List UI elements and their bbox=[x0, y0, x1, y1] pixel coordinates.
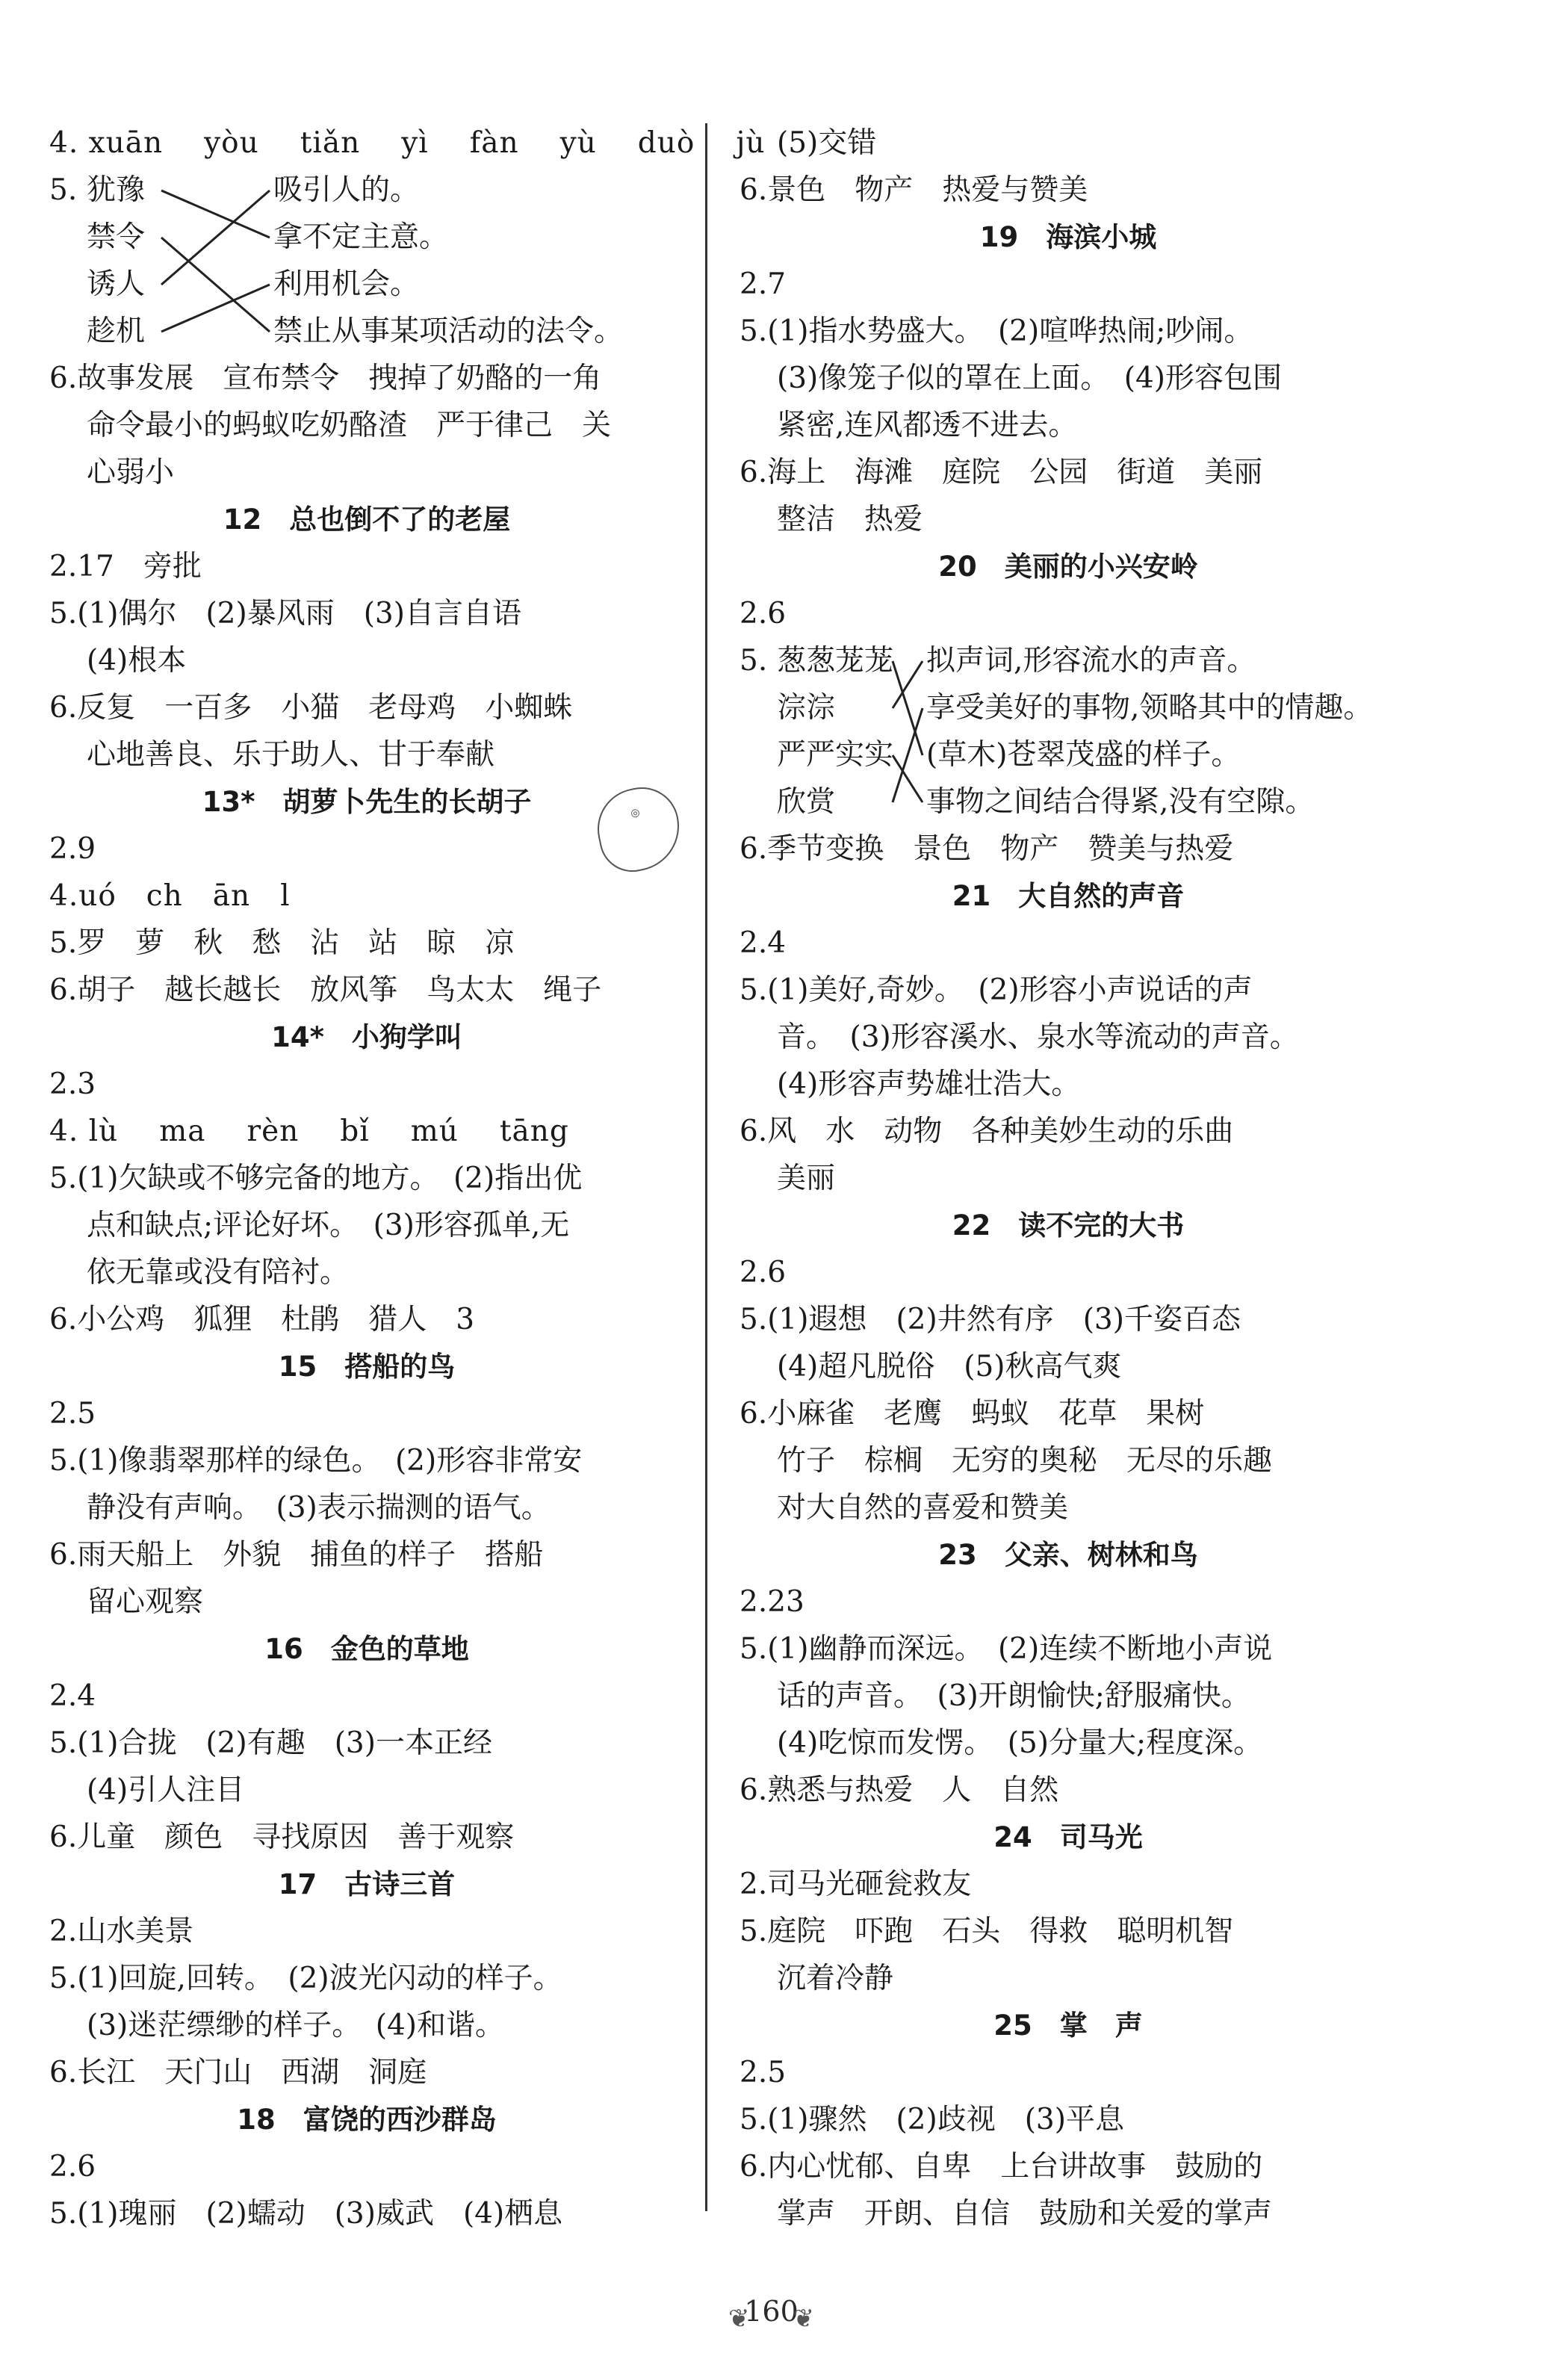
match-right-definition: 享受美好的事物,领略其中的情趣。 bbox=[926, 691, 1373, 725]
answer-line: 掌声 开朗、自信 鼓励和关爱的掌声 bbox=[777, 2197, 1273, 2231]
answer-line: 6.内心忧郁、自卑 上台讲故事 鼓励的 bbox=[740, 2150, 1263, 2184]
answer-line: 4.uó ch ān l bbox=[49, 879, 291, 913]
answer-line: 6.故事发展 宣布禁令 拽掉了奶酪的一角 bbox=[49, 362, 602, 395]
answer-line: (4)超凡脱俗 (5)秋高气爽 bbox=[777, 1350, 1122, 1383]
answer-line: (3)像笼子似的罩在上面。 (4)形容包围 bbox=[777, 362, 1282, 395]
match-right-definition: 利用机会。 bbox=[273, 267, 420, 301]
match-line bbox=[161, 190, 270, 285]
match-right-definition: 禁止从事某项活动的法令。 bbox=[273, 314, 624, 348]
match-left-term: 淙淙 bbox=[777, 691, 836, 725]
answer-line: 6.海上 海滩 庭院 公园 街道 美丽 bbox=[740, 456, 1263, 489]
answer-line: 依无靠或没有陪衬。 bbox=[87, 1256, 350, 1289]
answer-line: 5.(1)偶尔 (2)暴风雨 (3)自言自语 bbox=[49, 597, 521, 630]
section-heading: 20 美丽的小兴安岭 bbox=[938, 551, 1198, 583]
match-left-term: 趁机 bbox=[87, 314, 146, 348]
page-number bbox=[728, 2290, 814, 2333]
answer-line: 5.罗 萝 秋 愁 沾 站 晾 凉 bbox=[49, 926, 515, 960]
answer-line: 竹子 棕榈 无穷的奥秘 无尽的乐趣 bbox=[777, 1444, 1273, 1478]
section-heading: 15 搭船的鸟 bbox=[278, 1351, 456, 1383]
answer-line: 5.(1)合拢 (2)有趣 (3)一本正经 bbox=[49, 1726, 492, 1760]
answer-line: 静没有声响。 (3)表示揣测的语气。 bbox=[87, 1491, 551, 1525]
section-heading: 13* 胡萝卜先生的长胡子 bbox=[202, 786, 532, 818]
answer-line: 2.5 bbox=[49, 1397, 96, 1431]
answer-line: 6.小公鸡 狐狸 杜鹃 猎人 3 bbox=[49, 1303, 475, 1336]
match-right-definition: 事物之间结合得紧,没有空隙。 bbox=[926, 785, 1315, 819]
answer-line: 6.景色 物产 热爱与赞美 bbox=[740, 173, 1088, 207]
answer-line: (4)根本 bbox=[87, 644, 187, 678]
answer-line: 2.司马光砸瓮救友 bbox=[740, 1868, 972, 1901]
match-left-term: 禁令 bbox=[87, 220, 146, 254]
answer-line: 6.长江 天门山 西湖 洞庭 bbox=[49, 2056, 427, 2089]
pinyin-syllable: duò bbox=[637, 126, 695, 160]
match-line bbox=[893, 661, 923, 708]
answer-line: 2.9 bbox=[49, 832, 96, 866]
item-number: 4. bbox=[49, 126, 79, 160]
match-left-term: 严严实实 bbox=[777, 738, 894, 772]
page-number-text: 160 bbox=[744, 2295, 799, 2328]
answer-line: (4)引人注目 bbox=[87, 1773, 245, 1807]
pinyin-syllable: yù bbox=[559, 126, 597, 160]
item-number: 5. bbox=[49, 173, 78, 207]
answer-line: 心地善良、乐于助人、甘于奉献 bbox=[87, 738, 495, 772]
column-divider bbox=[705, 123, 707, 2211]
answer-line: (4)吃惊而发愣。 (5)分量大;程度深。 bbox=[777, 1726, 1263, 1760]
section-heading: 23 父亲、树林和鸟 bbox=[938, 1539, 1198, 1571]
answer-line: 2.4 bbox=[49, 1679, 96, 1713]
answer-line: 话的声音。 (3)开朗愉快;舒服痛快。 bbox=[777, 1679, 1250, 1713]
answer-line: 2.5 bbox=[740, 2056, 787, 2089]
answer-line: 2.6 bbox=[740, 1256, 787, 1289]
answer-line: 5.(1)美好,奇妙。 (2)形容小声说话的声 bbox=[740, 973, 1253, 1007]
answer-line: 紧密,连风都透不进去。 bbox=[777, 409, 1078, 442]
section-heading: 14* 小狗学叫 bbox=[271, 1021, 462, 1053]
item-number: 4. bbox=[49, 1115, 79, 1148]
ornament-icon: ❦ bbox=[793, 2304, 814, 2334]
pinyin-syllable: jù bbox=[736, 126, 766, 160]
answer-line: 5.(1)指水势盛大。 (2)喧哗热闹;吵闹。 bbox=[740, 314, 1253, 348]
pinyin-syllable: lù bbox=[88, 1115, 119, 1148]
answer-line: 6.风 水 动物 各种美妙生动的乐曲 bbox=[740, 1115, 1234, 1148]
pinyin-syllable: tiǎn bbox=[300, 126, 361, 160]
match-right-definition: 拟声词,形容流水的声音。 bbox=[926, 644, 1256, 678]
pinyin-syllable: xuān bbox=[88, 126, 164, 160]
answer-line: 5.(1)遐想 (2)井然有序 (3)千姿百态 bbox=[740, 1303, 1241, 1336]
answer-line: 点和缺点;评论好坏。 (3)形容孤单,无 bbox=[87, 1209, 570, 1242]
answer-line: 2.4 bbox=[740, 926, 787, 960]
pinyin-syllable: rèn bbox=[247, 1115, 300, 1148]
pinyin-syllable: yòu bbox=[204, 126, 259, 160]
section-heading: 17 古诗三首 bbox=[278, 1868, 456, 1900]
section-heading: 25 掌 声 bbox=[993, 2009, 1143, 2042]
answer-line: 6.雨天船上 外貌 捕鱼的样子 搭船 bbox=[49, 1538, 544, 1572]
section-heading: 21 大自然的声音 bbox=[952, 880, 1185, 912]
match-right-definition: 拿不定主意。 bbox=[273, 220, 449, 254]
match-left-term: 犹豫 bbox=[87, 173, 146, 207]
matching-exercise bbox=[49, 167, 684, 355]
pinyin-syllable: bǐ bbox=[340, 1115, 370, 1148]
answer-line: 5.(1)瑰丽 (2)蠕动 (3)威武 (4)栖息 bbox=[49, 2197, 563, 2231]
section-heading: 12 总也倒不了的老屋 bbox=[223, 503, 511, 536]
answer-line: 5.(1)回旋,回转。 (2)波光闪动的样子。 bbox=[49, 1962, 562, 1995]
match-right-definition: 吸引人的。 bbox=[273, 173, 420, 207]
answer-line: 5.(1)骤然 (2)歧视 (3)平息 bbox=[740, 2103, 1124, 2136]
match-right-definition: (草木)苍翠茂盛的样子。 bbox=[926, 738, 1241, 772]
pinyin-syllable: mú bbox=[410, 1115, 459, 1148]
stamp-mark: ◎ bbox=[590, 781, 687, 878]
answer-line bbox=[49, 1108, 684, 1155]
answer-line: (5)交错 bbox=[777, 126, 877, 160]
answer-line: 2.6 bbox=[740, 597, 787, 630]
match-line bbox=[893, 661, 923, 755]
answer-line: 6.小麻雀 老鹰 蚂蚁 花草 果树 bbox=[740, 1397, 1205, 1431]
matching-exercise bbox=[740, 637, 1397, 825]
section-heading: 16 金色的草地 bbox=[264, 1633, 469, 1665]
section-heading: 19 海滨小城 bbox=[979, 221, 1157, 253]
match-left-term: 欣赏 bbox=[777, 785, 836, 819]
match-lines bbox=[740, 637, 1412, 825]
answer-line: 6.儿童 颜色 寻找原因 善于观察 bbox=[49, 1820, 515, 1854]
answer-line: 6.反复 一百多 小猫 老母鸡 小蜘蛛 bbox=[49, 691, 573, 725]
answer-line: 整洁 热爱 bbox=[777, 503, 923, 536]
right-column bbox=[740, 120, 1397, 2237]
answer-line: 心弱小 bbox=[87, 456, 175, 489]
answer-line: 2.3 bbox=[49, 1067, 96, 1101]
section-heading: 24 司马光 bbox=[993, 1821, 1143, 1853]
match-line bbox=[161, 285, 270, 332]
match-line bbox=[893, 755, 923, 802]
match-line bbox=[161, 190, 270, 238]
item-number: 5. bbox=[740, 644, 768, 678]
answer-line: 2.7 bbox=[740, 267, 787, 301]
answer-line: 对大自然的喜爱和赞美 bbox=[777, 1491, 1069, 1525]
answer-line: 5.(1)欠缺或不够完备的地方。 (2)指出优 bbox=[49, 1162, 583, 1195]
answer-line: (3)迷茫缥缈的样子。 (4)和谐。 bbox=[87, 2009, 504, 2042]
answer-line: 2.山水美景 bbox=[49, 1915, 194, 1948]
answer-line: 2.17 旁批 bbox=[49, 550, 202, 583]
section-heading: 22 读不完的大书 bbox=[952, 1209, 1185, 1242]
answer-line: 5.庭院 吓跑 石头 得救 聪明机智 bbox=[740, 1915, 1234, 1948]
answer-line: 命令最小的蚂蚁吃奶酪渣 严于律己 关 bbox=[87, 409, 612, 442]
answer-line: 5.(1)幽静而深远。 (2)连续不断地小声说 bbox=[740, 1632, 1273, 1666]
answer-line: 2.6 bbox=[49, 2150, 96, 2184]
pinyin-syllable: fàn bbox=[469, 126, 519, 160]
section-heading: 18 富饶的西沙群岛 bbox=[237, 2104, 497, 2136]
match-line bbox=[161, 238, 270, 332]
answer-line: 2.23 bbox=[740, 1585, 804, 1619]
answer-line: 5.(1)像翡翠那样的绿色。 (2)形容非常安 bbox=[49, 1444, 583, 1478]
match-lines bbox=[49, 167, 722, 355]
answer-line: 沉着冷静 bbox=[777, 1962, 894, 1995]
match-line bbox=[893, 708, 923, 802]
answer-line bbox=[49, 120, 766, 167]
answer-line: 6.胡子 越长越长 放风筝 鸟太太 绳子 bbox=[49, 973, 602, 1007]
pinyin-syllable: tāng bbox=[499, 1115, 569, 1148]
answer-line: 音。 (3)形容溪水、泉水等流动的声音。 bbox=[777, 1020, 1299, 1054]
pinyin-syllable: yì bbox=[401, 126, 429, 160]
answer-line: 6.熟悉与热爱 人 自然 bbox=[740, 1773, 1059, 1807]
answer-line: 留心观察 bbox=[87, 1585, 204, 1619]
ornament-icon: ❦ bbox=[728, 2304, 750, 2334]
match-left-term: 葱葱茏茏 bbox=[777, 644, 894, 678]
pinyin-syllable: ma bbox=[159, 1115, 206, 1148]
answer-line: 美丽 bbox=[777, 1162, 836, 1195]
answer-line: 6.季节变换 景色 物产 赞美与热爱 bbox=[740, 832, 1234, 866]
match-left-term: 诱人 bbox=[87, 267, 146, 301]
answer-line: (4)形容声势雄壮浩大。 bbox=[777, 1067, 1081, 1101]
